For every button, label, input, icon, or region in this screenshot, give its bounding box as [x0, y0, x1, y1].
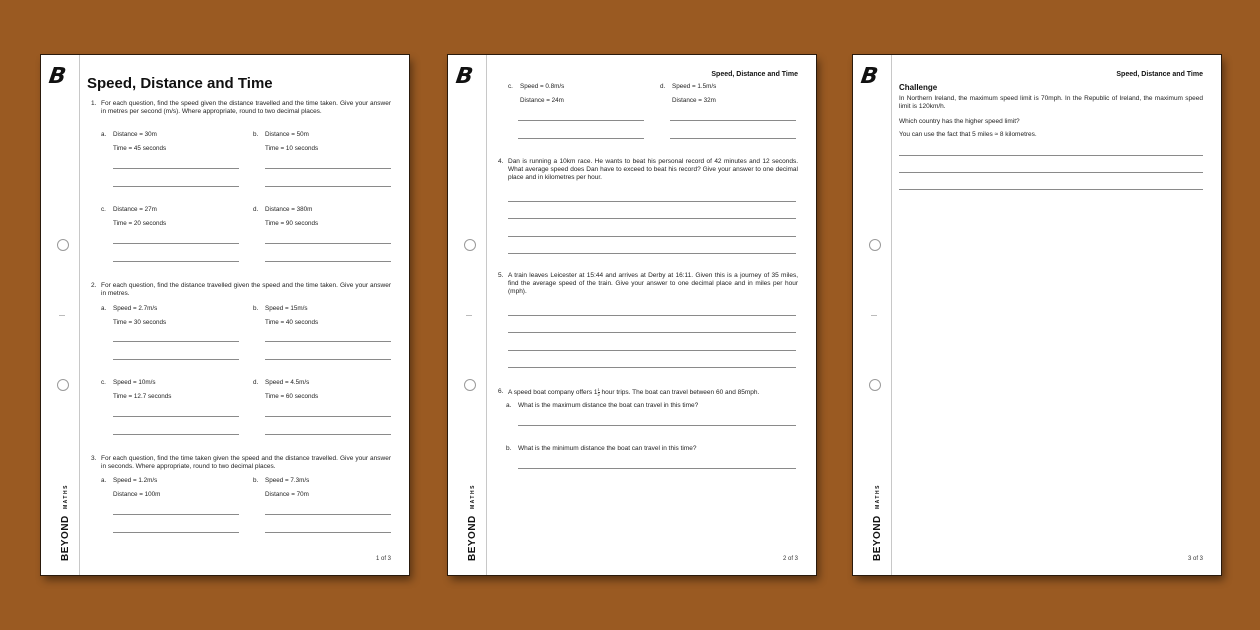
sub-line-2: Distance = 100m [113, 491, 161, 498]
sub-line-1: Speed = 4.5m/s [265, 379, 310, 386]
sub-line-1: Distance = 380m [265, 206, 313, 213]
answer-line[interactable] [265, 416, 391, 417]
sub-line-1: Speed = 1.5m/s [672, 83, 717, 90]
question-text-part: A speed boat company offers 1 [508, 389, 598, 397]
answer-line[interactable] [899, 189, 1203, 190]
fold-mark [871, 315, 877, 316]
answer-line[interactable] [518, 120, 644, 121]
sub-line-2: Time = 40 seconds [265, 319, 319, 326]
answer-line[interactable] [113, 168, 239, 169]
answer-line[interactable] [508, 315, 796, 316]
subquestion-6b [494, 445, 798, 453]
answer-line[interactable] [113, 243, 239, 244]
punch-hole-icon [869, 239, 881, 251]
question-6 [494, 388, 798, 397]
punch-hole-icon [869, 379, 881, 391]
sub-line-1: Speed = 1.2m/s [113, 477, 158, 484]
question-text: A train leaves Leicester at 15:44 and arrives at Derby at 16:11. Given this is a journey of 35 miles, find the average speed of the train. Give your answer to one decimal place and in miles per hour (mph). [508, 272, 798, 295]
sub-letter: b. [506, 445, 512, 452]
answer-line[interactable] [113, 514, 239, 515]
punch-hole-icon [464, 239, 476, 251]
sub-line-1: Speed = 0.8m/s [520, 83, 565, 90]
answer-line[interactable] [518, 468, 796, 469]
sub-line-2: Time = 10 seconds [265, 145, 319, 152]
page-title: Speed, Distance and Time [87, 75, 273, 92]
question-number: 2. [91, 282, 97, 289]
sub-line-1: Speed = 15m/s [265, 305, 308, 312]
beyond-logo-icon: B [47, 64, 68, 89]
sub-letter: c. [508, 83, 513, 90]
subquestion-3b [253, 477, 383, 499]
sub-letter: b. [253, 477, 259, 484]
answer-line[interactable] [113, 416, 239, 417]
answer-line[interactable] [113, 261, 239, 262]
question-4 [494, 158, 798, 182]
sub-letter: a. [101, 131, 107, 138]
question-number: 6. [498, 388, 504, 395]
sub-line-2: Time = 45 seconds [113, 145, 167, 152]
sub-letter: c. [101, 206, 106, 213]
sub-letter: a. [101, 305, 107, 312]
sub-line-1: Distance = 27m [113, 206, 157, 213]
sub-letter: c. [101, 379, 106, 386]
challenge-question: Which country has the higher speed limit? [899, 118, 1020, 125]
subquestion-3c [508, 83, 638, 105]
answer-line[interactable] [508, 253, 796, 254]
answer-line[interactable] [508, 350, 796, 351]
fraction-numerator: 1 [597, 387, 600, 392]
answer-line[interactable] [508, 332, 796, 333]
page-margin [41, 55, 80, 575]
question-2 [87, 282, 391, 298]
sub-letter: b. [253, 131, 259, 138]
sub-letter: d. [660, 83, 666, 90]
challenge-hint: You can use the fact that 5 miles ≈ 8 kilometres. [899, 131, 1037, 138]
subquestion-1b [253, 131, 383, 153]
answer-line[interactable] [113, 359, 239, 360]
sub-line-2: Time = 30 seconds [113, 319, 167, 326]
answer-line[interactable] [508, 201, 796, 202]
answer-line[interactable] [265, 434, 391, 435]
answer-line[interactable] [113, 341, 239, 342]
answer-line[interactable] [113, 434, 239, 435]
sub-letter: a. [506, 402, 512, 409]
sub-line-2: Time = 20 seconds [113, 220, 167, 227]
answer-line[interactable] [265, 532, 391, 533]
brand-suffix: MATHS [875, 484, 881, 509]
fold-mark [466, 315, 472, 316]
brand-word: BEYOND [60, 515, 71, 561]
question-5 [494, 272, 798, 296]
question-text: For each question, find the distance travelled given the speed and the time taken. Give your answer in metres. [101, 282, 391, 297]
sub-letter: a. [101, 477, 107, 484]
answer-line[interactable] [113, 186, 239, 187]
question-text [508, 388, 798, 397]
sub-line-1: Speed = 7.3m/s [265, 477, 310, 484]
running-head: Speed, Distance and Time [1116, 71, 1203, 78]
question-number: 1. [91, 100, 97, 107]
question-number: 5. [498, 272, 504, 279]
answer-line[interactable] [899, 155, 1203, 156]
answer-line[interactable] [265, 341, 391, 342]
answer-line[interactable] [508, 218, 796, 219]
sub-line-2: Time = 12.7 seconds [113, 393, 172, 400]
question-text: For each question, find the time taken given the speed and the distance travelled. Give your answer in seconds. Where appropriate, round to two decimal places. [101, 455, 391, 470]
challenge-title: Challenge [899, 83, 938, 92]
worksheet-page-2 [448, 55, 816, 575]
sub-line-1: Speed = 2.7m/s [113, 305, 158, 312]
answer-line[interactable] [265, 243, 391, 244]
fraction-denominator: 2 [597, 392, 600, 397]
answer-line[interactable] [670, 138, 796, 139]
answer-line[interactable] [265, 186, 391, 187]
worksheet-page-3 [853, 55, 1221, 575]
subquestion-3d [660, 83, 790, 105]
answer-line[interactable] [670, 120, 796, 121]
sub-letter: b. [253, 305, 259, 312]
sub-line-2: Time = 90 seconds [265, 220, 319, 227]
brand-suffix: MATHS [63, 484, 69, 509]
sub-line-2: Distance = 32m [672, 97, 716, 104]
beyond-logo-icon: B [859, 64, 880, 89]
page-number: 1 of 3 [375, 556, 391, 562]
sub-letter: d. [253, 206, 259, 213]
sub-text: What is the minimum distance the boat can travel in this time? [518, 445, 697, 452]
worksheet-page-1 [41, 55, 409, 575]
brand-suffix: MATHS [470, 484, 476, 509]
answer-line[interactable] [518, 138, 644, 139]
sub-line-1: Distance = 30m [113, 131, 157, 138]
question-3 [87, 455, 391, 471]
subquestion-1d [253, 206, 383, 228]
subquestion-2b [253, 305, 383, 327]
sub-line-2: Distance = 70m [265, 491, 309, 498]
page-number: 3 of 3 [1187, 556, 1203, 562]
question-text: For each question, find the speed given the distance travelled and the time taken. Give your answer in metres per second (m/s). Where appropriate, round to two decimal places. [101, 100, 391, 115]
punch-hole-icon [57, 239, 69, 251]
punch-hole-icon [57, 379, 69, 391]
answer-line[interactable] [113, 532, 239, 533]
sub-line-1: Speed = 10m/s [113, 379, 156, 386]
question-text: Dan is running a 10km race. He wants to beat his personal record of 42 minutes and 12 seconds. What average speed does Dan have to exceed to beat his record? Give your answer to one decimal place and in kilometres per hour. [508, 158, 798, 181]
answer-line[interactable] [899, 172, 1203, 173]
question-text-part: hour trips. The boat can travel between 60 and 85mph. [599, 389, 760, 397]
answer-line[interactable] [508, 367, 796, 368]
sub-line-1: Distance = 50m [265, 131, 309, 138]
sub-line-2: Time = 60 seconds [265, 393, 319, 400]
subquestion-6a [494, 402, 798, 410]
sub-text: What is the maximum distance the boat can travel in this time? [518, 402, 699, 409]
answer-line[interactable] [265, 359, 391, 360]
running-head: Speed, Distance and Time [711, 71, 798, 78]
sub-letter: d. [253, 379, 259, 386]
page-margin [853, 55, 892, 575]
beyond-logo-icon: B [454, 64, 475, 89]
sub-line-2: Distance = 24m [520, 97, 564, 104]
brand-word: BEYOND [872, 515, 883, 561]
subquestion-1a [101, 131, 231, 153]
fold-mark [59, 315, 65, 316]
question-number: 3. [91, 455, 97, 462]
question-number: 4. [498, 158, 504, 165]
challenge-paragraph: In Northern Ireland, the maximum speed limit is 70mph. In the Republic of Ireland, the maximum speed limit is 120km/h. [899, 95, 1203, 110]
page-margin [448, 55, 487, 575]
answer-line[interactable] [518, 425, 796, 426]
brand-word: BEYOND [467, 515, 478, 561]
punch-hole-icon [464, 379, 476, 391]
subquestion-2d [253, 379, 383, 401]
page-number: 2 of 3 [782, 556, 798, 562]
subquestion-2a [101, 305, 231, 327]
question-1 [87, 100, 391, 116]
subquestion-3a [101, 477, 231, 499]
subquestion-2c [101, 379, 231, 401]
answer-line[interactable] [508, 236, 796, 237]
subquestion-1c [101, 206, 231, 228]
answer-line[interactable] [265, 514, 391, 515]
answer-line[interactable] [265, 261, 391, 262]
answer-line[interactable] [265, 168, 391, 169]
